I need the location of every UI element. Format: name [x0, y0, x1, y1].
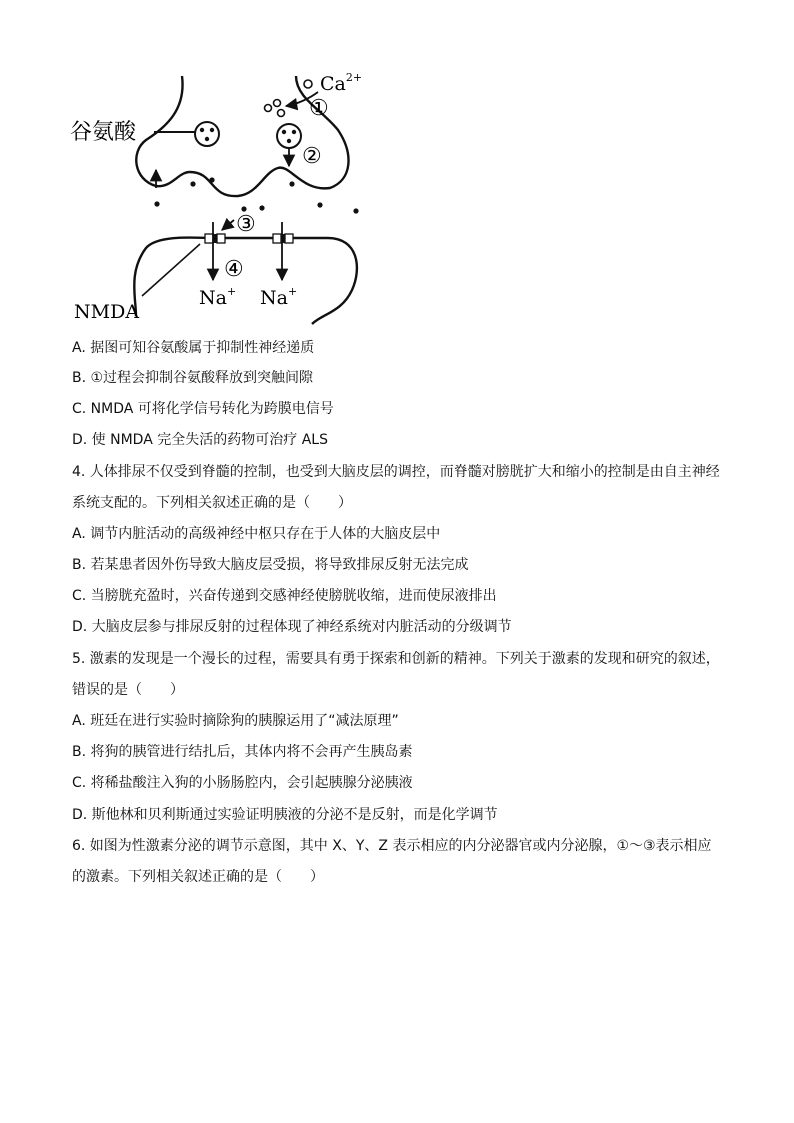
q4-option-c: C. 当膀胱充盈时，兴奋传递到交感神经使膀胱收缩，进而使尿液排出	[72, 588, 497, 604]
q5-option-a: A. 班廷在进行实验时摘除狗的胰腺运用了“减法原理”	[72, 713, 399, 729]
synapse-diagram	[60, 68, 380, 330]
nmda-receptor-left	[205, 234, 225, 243]
q5-option-d: D. 斯他林和贝利斯通过实验证明胰液的分泌不是反射，而是化学调节	[72, 807, 498, 823]
sodium-label-right: Na+	[260, 285, 298, 309]
glutamate-label: 谷氨酸	[70, 120, 137, 145]
step-4-label: ④	[224, 257, 244, 282]
q6-stem-line2: 的激素。下列相关叙述正确的是（ ）	[72, 869, 324, 885]
arrow-3	[222, 220, 234, 230]
q5-option-b: B. 将狗的胰管进行结扎后，其体内将不会再产生胰岛素	[72, 744, 413, 760]
step-1-label: ①	[309, 96, 329, 121]
postsynaptic-membrane	[134, 237, 357, 324]
vesicle	[195, 122, 219, 146]
q4-stem-line1: 4. 人体排尿不仅受到脊髓的控制，也受到大脑皮层的调控，而脊髓对膀胱扩大和缩小的控制是由自主神经	[72, 464, 720, 480]
q3-option-b: B. ①过程会抑制谷氨酸释放到突触间隙	[72, 370, 314, 386]
calcium-ion	[265, 105, 272, 112]
q3-option-a: A. 据图可知谷氨酸属于抑制性神经递质	[72, 340, 315, 356]
vesicle	[277, 124, 301, 148]
q4-option-b: B. 若某患者因外伤导致大脑皮层受损，将导致排尿反射无法完成	[72, 557, 469, 573]
calcium-ion	[304, 80, 312, 88]
nmda-pointer	[142, 244, 200, 296]
q4-option-a: A. 调节内脏活动的高级神经中枢只存在于人体的大脑皮层中	[72, 526, 441, 542]
q3-option-c: C. NMDA 可将化学信号转化为跨膜电信号	[72, 401, 334, 417]
q5-option-c: C. 将稀盐酸注入狗的小肠肠腔内，会引起胰腺分泌胰液	[72, 775, 413, 791]
nmda-label: NMDA	[74, 301, 140, 323]
q6-stem-line1: 6. 如图为性激素分泌的调节示意图，其中 X、Y、Z 表示相应的内分泌器官或内分泌腺，①～③表示相应	[72, 838, 712, 854]
nmda-receptor-right	[273, 234, 293, 243]
glutamate-molecules	[154, 177, 358, 213]
sodium-label-left: Na+	[199, 285, 237, 309]
calcium-label: $Ca^{2+}$	[320, 71, 363, 95]
q5-stem-line1: 5. 激素的发现是一个漫长的过程，需要具有勇于探索和创新的精神。下列关于激素的发现和研究的叙述，	[72, 651, 720, 667]
q4-stem-line2: 系统支配的。下列相关叙述正确的是（ ）	[72, 495, 352, 511]
q4-option-d: D. 大脑皮层参与排尿反射的过程体现了神经系统对内脏活动的分级调节	[72, 619, 512, 635]
calcium-ion	[278, 110, 285, 117]
q3-option-d: D. 使 NMDA 完全失活的药物可治疗 ALS	[72, 432, 328, 448]
calcium-ion	[274, 100, 281, 107]
step-2-label: ②	[302, 144, 322, 169]
q5-stem-line2: 错误的是（ ）	[72, 682, 184, 698]
step-3-label: ③	[236, 212, 256, 237]
